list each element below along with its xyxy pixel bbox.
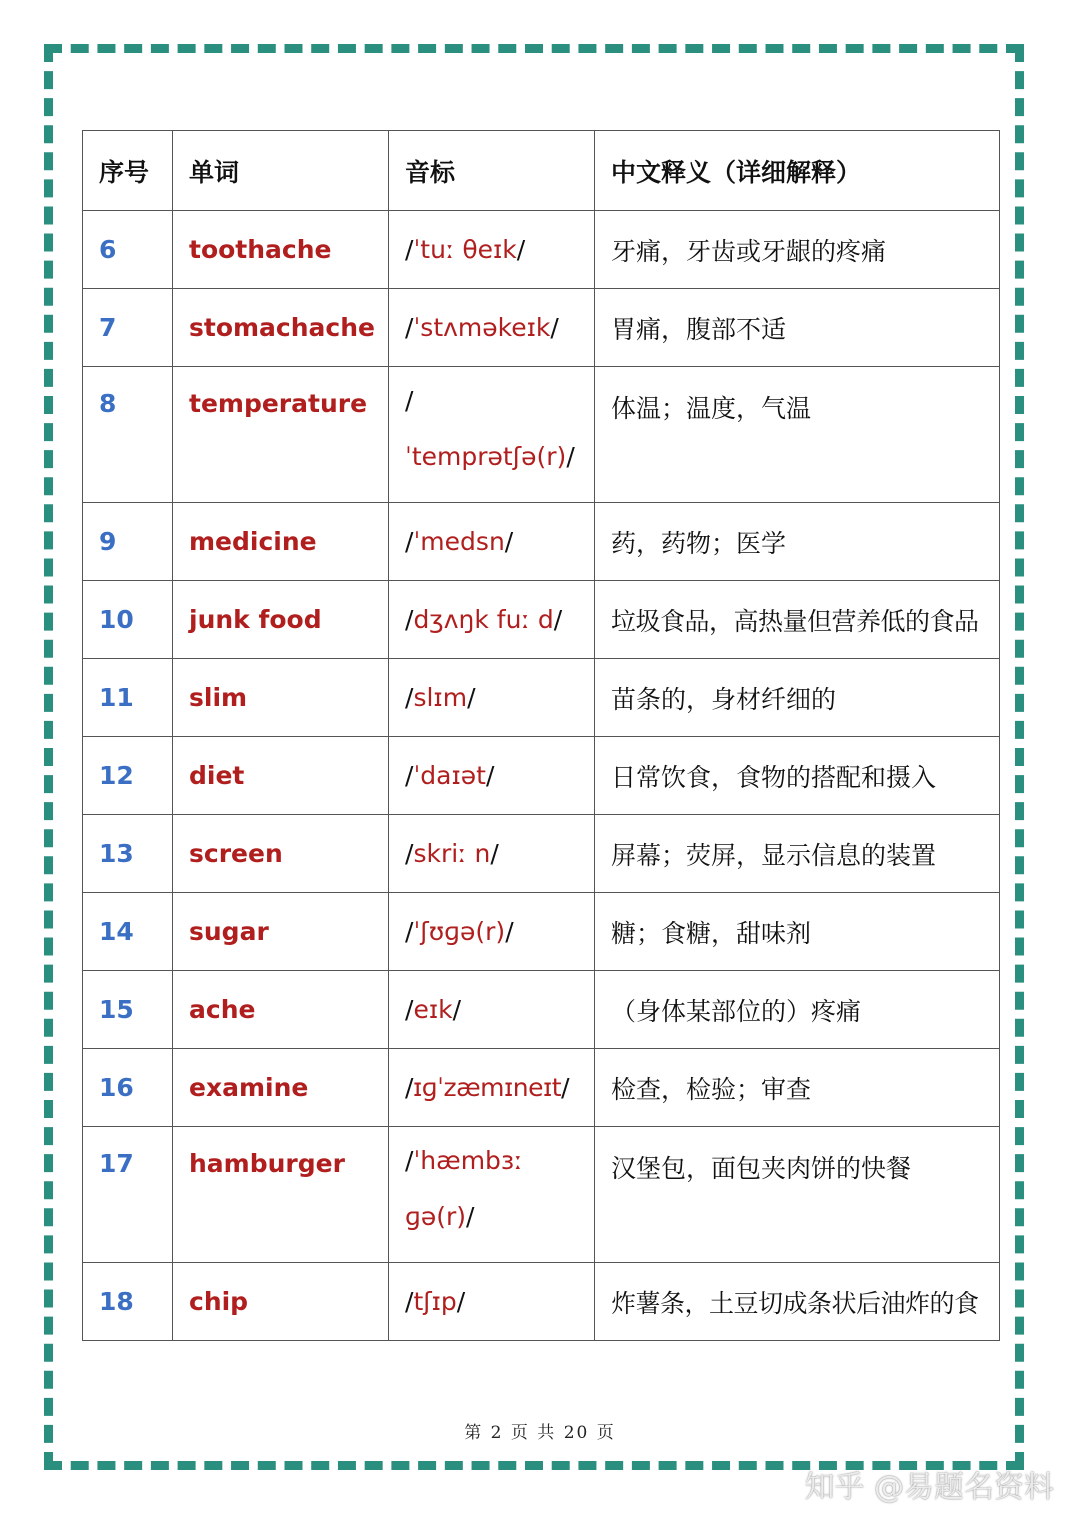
row-phonetic: /ˈmedsn/ [389, 503, 595, 581]
table-row [83, 971, 1000, 1049]
table-row [83, 1049, 1000, 1127]
header-phonetic: 音标 [389, 131, 595, 211]
row-number: 12 [83, 737, 173, 815]
phonetic-text: ˈtemprətʃə(r) [405, 442, 567, 471]
row-word: chip [173, 1263, 389, 1341]
row-meaning: 糖；食糖，甜味剂 [595, 893, 1000, 971]
phonetic-text: ˈhæmbɜː ɡə(r) [405, 1146, 523, 1231]
row-word: sugar [173, 893, 389, 971]
row-phonetic: /ˈtuː θeɪk/ [389, 211, 595, 289]
row-meaning: 胃痛，腹部不适 [595, 289, 1000, 367]
row-word: hamburger [173, 1127, 389, 1263]
table-row [83, 367, 1000, 503]
row-number: 11 [83, 659, 173, 737]
phonetic-text: dʒʌŋk fuː d [413, 605, 554, 634]
phonetic-text: slɪm [413, 683, 468, 712]
row-phonetic: /skriː n/ [389, 815, 595, 893]
row-number: 14 [83, 893, 173, 971]
zhihu-watermark: 知乎 @易题名资料 [804, 1470, 1054, 1505]
row-phonetic: /tʃɪp/ [389, 1263, 595, 1341]
row-word: stomachache [173, 289, 389, 367]
table-row [83, 1263, 1000, 1341]
row-number: 18 [83, 1263, 173, 1341]
table-header-row [83, 131, 1000, 211]
row-meaning: 日常饮食，食物的搭配和摄入 [595, 737, 1000, 815]
vocabulary-table [82, 130, 1000, 1341]
row-meaning: 屏幕；荧屏，显示信息的装置 [595, 815, 1000, 893]
row-meaning: 牙痛，牙齿或牙龈的疼痛 [595, 211, 1000, 289]
phonetic-text: ɪɡˈzæmɪneɪt [412, 1073, 562, 1102]
phonetic-text: ˈdaɪət [413, 761, 486, 790]
row-word: junk food [173, 581, 389, 659]
row-meaning: 炸薯条，土豆切成条状后油炸的食 [595, 1263, 1000, 1341]
table-row [83, 659, 1000, 737]
phonetic-text: ˈstʌməkeɪk [413, 313, 551, 342]
row-phonetic: /eɪk/ [389, 971, 595, 1049]
row-phonetic: /ˈhæmbɜː ɡə(r)/ [389, 1127, 595, 1263]
row-word: medicine [173, 503, 389, 581]
table-row [83, 503, 1000, 581]
row-meaning: 汉堡包，面包夹肉饼的快餐 [595, 1127, 1000, 1263]
row-number: 15 [83, 971, 173, 1049]
row-word: screen [173, 815, 389, 893]
phonetic-text: eɪk [413, 995, 453, 1024]
row-phonetic: /ˈʃʊɡə(r)/ [389, 893, 595, 971]
row-phonetic: /ˈdaɪət/ [389, 737, 595, 815]
row-number: 17 [83, 1127, 173, 1263]
row-meaning: 药，药物；医学 [595, 503, 1000, 581]
row-meaning: 苗条的，身材纤细的 [595, 659, 1000, 737]
phonetic-text: tʃɪp [413, 1287, 457, 1316]
phonetic-text: ˈtuː θeɪk [413, 235, 517, 264]
row-phonetic: /slɪm/ [389, 659, 595, 737]
row-word: slim [173, 659, 389, 737]
header-number: 序号 [83, 131, 173, 211]
table-row [83, 211, 1000, 289]
row-number: 16 [83, 1049, 173, 1127]
row-word: diet [173, 737, 389, 815]
row-meaning: 体温；温度，气温 [595, 367, 1000, 503]
page-number-footer: 第 2 页 共 20 页 [464, 1423, 616, 1443]
row-word: temperature [173, 367, 389, 503]
row-phonetic: /ˈstʌməkeɪk/ [389, 289, 595, 367]
row-meaning: 垃圾食品，高热量但营养低的食品 [595, 581, 1000, 659]
header-word: 单词 [173, 131, 389, 211]
table-row [83, 289, 1000, 367]
row-word: ache [173, 971, 389, 1049]
table-row [83, 737, 1000, 815]
table-row [83, 815, 1000, 893]
row-meaning: （身体某部位的）疼痛 [595, 971, 1000, 1049]
row-number: 8 [83, 367, 173, 503]
table-row [83, 581, 1000, 659]
row-number: 13 [83, 815, 173, 893]
phonetic-text: ˈʃʊɡə(r) [413, 917, 506, 946]
phonetic-text: ˈmedsn [413, 527, 505, 556]
row-phonetic: /ˈtemprətʃə(r)/ [389, 367, 595, 503]
table-row [83, 893, 1000, 971]
row-number: 9 [83, 503, 173, 581]
row-phonetic: /dʒʌŋk fuː d/ [389, 581, 595, 659]
row-word: examine [173, 1049, 389, 1127]
phonetic-text: skriː n [413, 839, 491, 868]
row-phonetic: /ɪɡˈzæmɪneɪt/ [389, 1049, 595, 1127]
row-number: 6 [83, 211, 173, 289]
row-meaning: 检查，检验；审查 [595, 1049, 1000, 1127]
table-row [83, 1127, 1000, 1263]
header-meaning: 中文释义（详细解释） [595, 131, 1000, 211]
row-number: 10 [83, 581, 173, 659]
row-word: toothache [173, 211, 389, 289]
row-number: 7 [83, 289, 173, 367]
